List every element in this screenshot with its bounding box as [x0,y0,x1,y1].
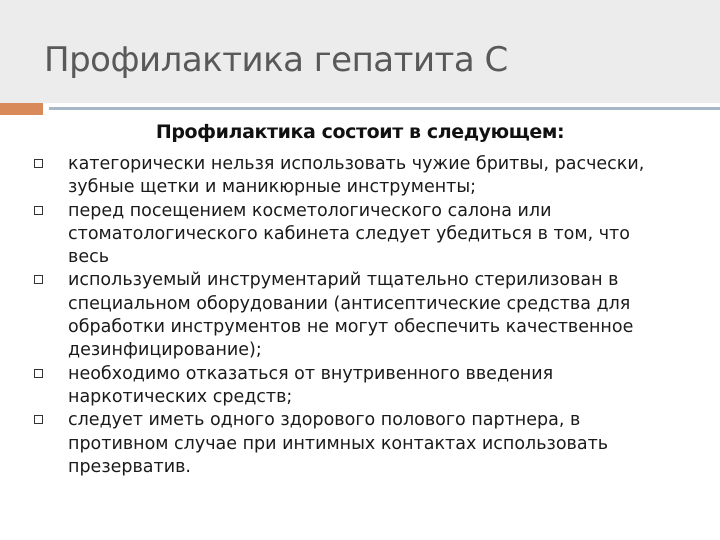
bullet-text-line: необходимо отказаться от внутривенного введения [68,363,554,384]
slide-subtitle: Профилактика состоит в следующем: [155,121,565,143]
bullet-text-line: специальном оборудовании (антисептические средства для [68,293,631,314]
bullet-text-line: перед посещением косметологического салона или [68,200,552,221]
square-bullet-icon [34,275,43,284]
accent-orange-bar [0,103,43,115]
square-bullet-icon [34,159,43,168]
bullet-item [32,200,702,270]
bullet-item [32,363,702,410]
bullet-text-line: следует иметь одного здорового полового партнера, в [68,410,581,431]
bullet-text-line: обработки инструментов не могут обеспечить качественное [68,317,634,338]
bullet-item [32,269,702,362]
bullet-text-line: презерватив. [68,456,191,477]
bullet-text-line: дезинфицирование); [68,340,262,361]
bullet-text-line: противном случае при интимных контактах использовать [68,433,609,454]
bullet-list [32,153,702,479]
bullet-item [32,409,702,479]
square-bullet-icon [34,369,43,378]
square-bullet-icon [34,206,43,215]
accent-divider-line [49,107,720,110]
bullet-text-line: категорически нельзя использовать чужие бритвы, расчески, [68,154,645,174]
bullet-text-line: весь [68,247,110,268]
bullet-text-line: стоматологического кабинета следует убедиться в том, что [68,223,630,244]
bullet-text-line: используемый инструментарий тщательно стерилизован в [68,270,619,291]
square-bullet-icon [34,415,43,424]
bullet-text-line: зубные щетки и маникюрные инструменты; [68,177,477,198]
bullet-item [32,153,702,200]
slide-title: Профилактика гепатита С [44,40,508,80]
bullet-text-line: наркотических средств; [68,386,293,407]
